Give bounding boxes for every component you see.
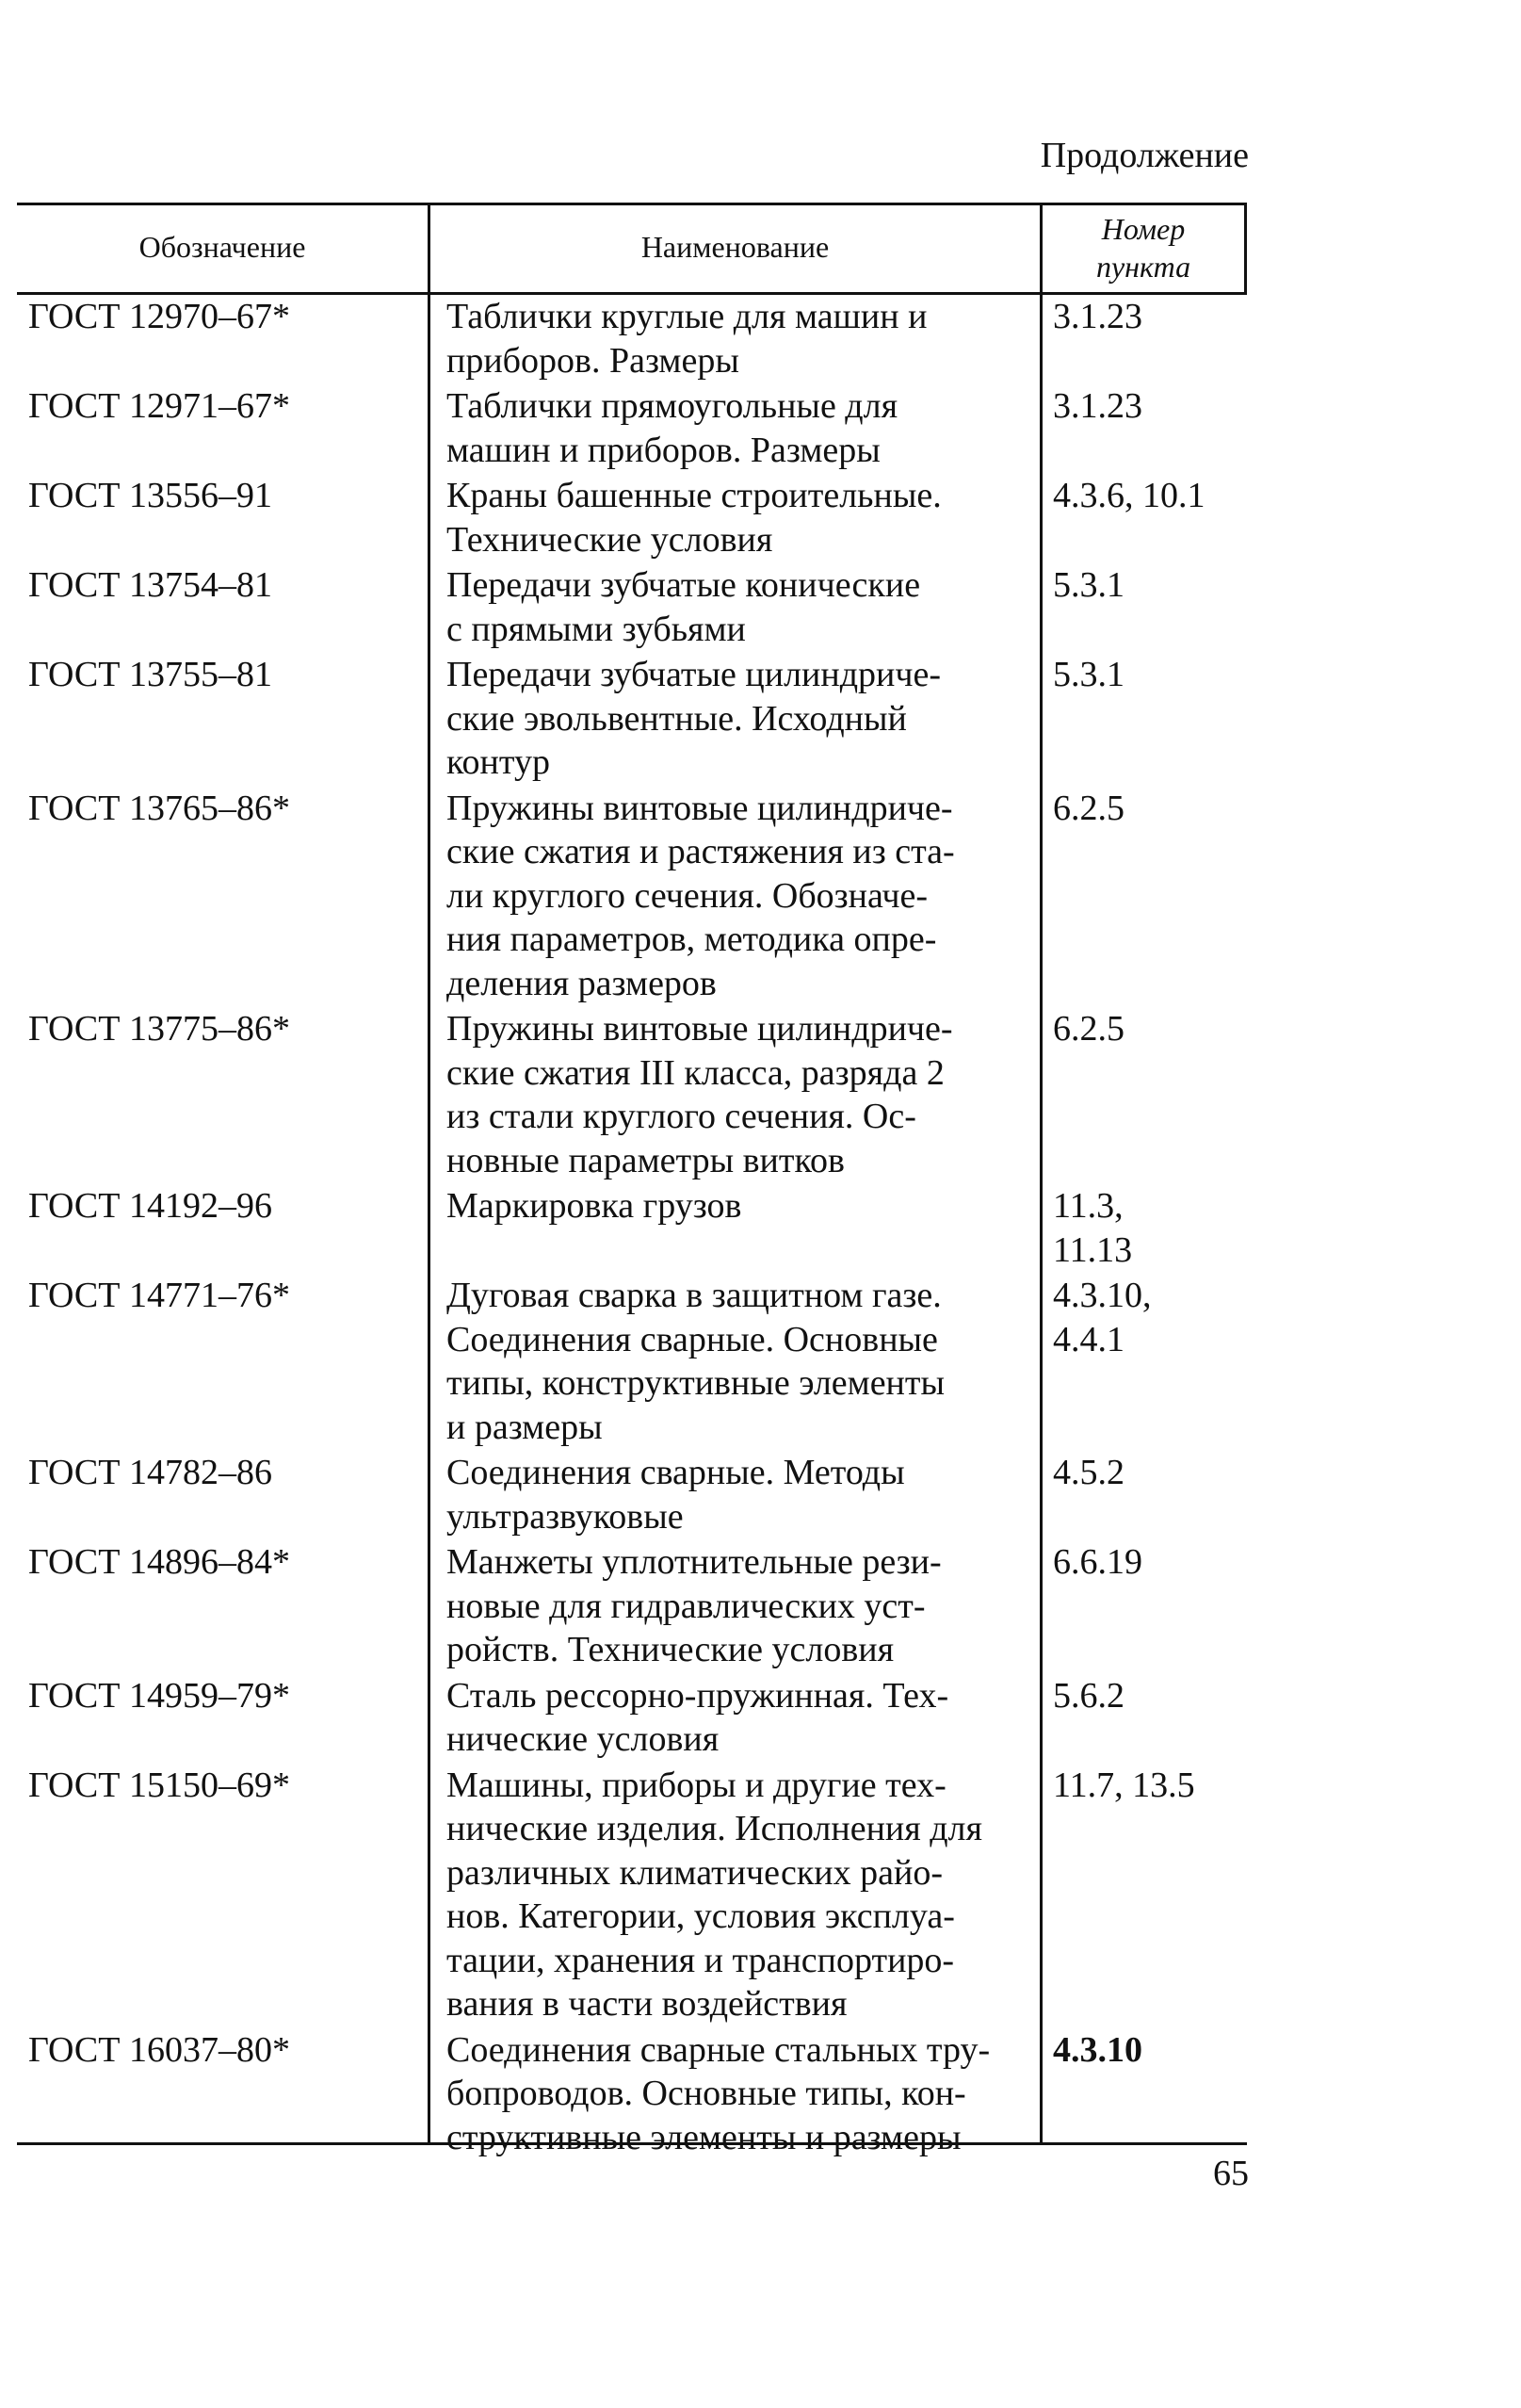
standard-name-line: нические изделия. Исполнения для: [446, 1809, 982, 1848]
standard-name: [446, 384, 1040, 472]
clause-number: [1053, 1184, 1241, 1272]
standard-name: [446, 1274, 1040, 1449]
gost-code: ГОСТ 13754–81: [28, 565, 272, 605]
clause-number-line: 11.3,: [1053, 1186, 1124, 1226]
standard-name-line: приборов. Размеры: [446, 340, 739, 381]
standard-name-line: ния параметров, методика опре-: [446, 919, 937, 959]
page-number: 65: [1213, 2154, 1249, 2193]
standard-name: [446, 1674, 1040, 1762]
standard-name-line: Дуговая сварка в защитном газе.: [446, 1276, 942, 1315]
clause-number-line: 3.1.23: [1053, 297, 1142, 336]
standard-name-line: Передачи зубчатые конические: [446, 565, 921, 605]
header-name: Наименование: [640, 230, 830, 264]
standard-name: [446, 1007, 1040, 1182]
clause-number: [1053, 563, 1241, 608]
header-right-border: [1244, 203, 1247, 292]
clause-number: [1053, 474, 1241, 518]
gost-code: ГОСТ 15150–69*: [28, 1765, 290, 1805]
clause-number: [1053, 295, 1241, 339]
standard-name: [446, 563, 1040, 651]
gost-code: ГОСТ 13775–86*: [28, 1009, 290, 1049]
standard-name-line: из стали круглого сечения. Ос-: [446, 1097, 916, 1136]
header-number: [1043, 203, 1244, 292]
standard-name-line: Краны башенные строительные.: [446, 476, 942, 515]
clause-number-line: 6.2.5: [1053, 1009, 1125, 1049]
standard-name-line: деления размеров: [446, 963, 717, 1003]
header-code: Обозначение: [138, 230, 306, 264]
clause-number-line: 11.7, 13.5: [1053, 1765, 1195, 1805]
standard-name-line: различных климатических райо-: [446, 1852, 943, 1893]
standard-name: [446, 1764, 1040, 2026]
standard-name-line: ли круглого сечения. Обозначе-: [446, 875, 928, 916]
standard-name-line: ские сжатия III класса, разряда 2: [446, 1052, 945, 1093]
standard-name-line: Таблички прямоугольные для: [446, 386, 898, 426]
standard-name: [446, 474, 1040, 561]
clause-number-line: 4.4.1: [1053, 1319, 1125, 1359]
standard-name-line: Технические условия: [446, 519, 773, 560]
clause-number-line: 4.3.6, 10.1: [1053, 476, 1205, 515]
standard-name: [446, 295, 1040, 382]
standard-name: [446, 2028, 1040, 2160]
gost-code: ГОСТ 12970–67*: [28, 297, 290, 336]
standard-name-line: Сталь рессорно-пружинная. Тех-: [446, 1675, 949, 1716]
gost-code: ГОСТ 14192–96: [28, 1186, 272, 1226]
standard-name-line: бопроводов. Основные типы, кон-: [446, 2074, 966, 2113]
clause-number-line: 11.13: [1053, 1229, 1133, 1270]
standard-name: [446, 1540, 1040, 1672]
gost-code: ГОСТ 14896–84*: [28, 1542, 290, 1582]
standard-name-line: Маркировка грузов: [446, 1186, 742, 1226]
clause-number-line: 5.3.1: [1053, 655, 1125, 694]
standard-name-line: машин и приборов. Размеры: [446, 430, 881, 470]
standard-name-line: и размеры: [446, 1407, 603, 1447]
standard-name-line: Таблички круглые для машин и: [446, 297, 928, 336]
clause-number-line: 4.3.10,: [1053, 1276, 1152, 1315]
gost-code: ГОСТ 12971–67*: [28, 386, 290, 426]
standard-name-line: Пружины винтовые цилиндриче-: [446, 788, 953, 828]
clause-number: [1053, 384, 1241, 429]
standard-name-line: новные параметры витков: [446, 1140, 845, 1180]
clause-number-line: 6.2.5: [1053, 788, 1125, 828]
standard-name-line: Пружины винтовые цилиндриче-: [446, 1009, 953, 1049]
clause-number-line: 3.1.23: [1053, 386, 1142, 426]
standard-name: [446, 653, 1040, 785]
standard-name-line: типы, конструктивные элементы: [446, 1363, 946, 1403]
clause-number: [1053, 1451, 1241, 1495]
clause-number-line: 6.6.19: [1053, 1542, 1142, 1582]
gost-code: ГОСТ 16037–80*: [28, 2029, 290, 2070]
clause-number: [1053, 1274, 1241, 1361]
standard-name-line: Передачи зубчатые цилиндриче-: [446, 655, 942, 694]
gost-table: [17, 203, 1247, 2157]
gost-code: ГОСТ 13556–91: [28, 476, 272, 515]
standard-name-line: Соединения сварные. Методы: [446, 1453, 905, 1492]
standard-name-line: вания в части воздействия: [446, 1984, 848, 2024]
standard-name-line: с прямыми зубьями: [446, 609, 746, 649]
col-divider-2: [1040, 203, 1043, 2145]
clause-number-line: 4.3.10: [1053, 2029, 1142, 2070]
gost-code: ГОСТ 14782–86: [28, 1453, 272, 1492]
clause-number: [1053, 1764, 1241, 1808]
standard-name-line: ские сжатия и растяжения из ста-: [446, 832, 955, 871]
standard-name-line: нические условия: [446, 1719, 720, 1759]
continuation-label: Продолжение: [1040, 136, 1249, 175]
clause-number: [1053, 653, 1241, 697]
clause-number: [1053, 1540, 1241, 1585]
header-number-line2: пункта: [1095, 249, 1191, 284]
standard-name-line: контур: [446, 742, 550, 782]
standard-name-line: ультразвуковые: [446, 1496, 684, 1537]
standard-name-line: структивные элементы и размеры: [446, 2117, 962, 2157]
gost-code: ГОСТ 13765–86*: [28, 788, 290, 828]
standard-name-line: Соединения сварные. Основные: [446, 1319, 938, 1359]
standard-name-line: тации, хранения и транспортиро-: [446, 1940, 955, 1980]
clause-number: [1053, 787, 1241, 831]
standard-name-line: ские эвольвентные. Исходный: [446, 698, 907, 739]
gost-code: ГОСТ 13755–81: [28, 655, 272, 694]
clause-number-line: 5.6.2: [1053, 1675, 1125, 1716]
standard-name: [446, 787, 1040, 1006]
header-number-line1: Номер: [1101, 211, 1186, 246]
standard-name-line: ройств. Технические условия: [446, 1630, 895, 1669]
standard-name-line: Машины, приборы и другие тех-: [446, 1765, 947, 1805]
standard-name: [446, 1184, 1040, 1228]
clause-number-line: 5.3.1: [1053, 565, 1125, 605]
standard-name: [446, 1451, 1040, 1538]
clause-number: [1053, 1007, 1241, 1051]
gost-code: ГОСТ 14959–79*: [28, 1675, 290, 1716]
standard-name-line: Соединения сварные стальных тру-: [446, 2029, 991, 2070]
standard-name-line: Манжеты уплотнительные рези-: [446, 1542, 942, 1582]
standard-name-line: нов. Категории, условия эксплуа-: [446, 1896, 955, 1936]
clause-number: [1053, 2028, 1241, 2073]
clause-number-line: 4.5.2: [1053, 1453, 1125, 1492]
clause-number: [1053, 1674, 1241, 1718]
standard-name-line: новые для гидравлических уст-: [446, 1586, 926, 1626]
gost-code: ГОСТ 14771–76*: [28, 1276, 290, 1315]
